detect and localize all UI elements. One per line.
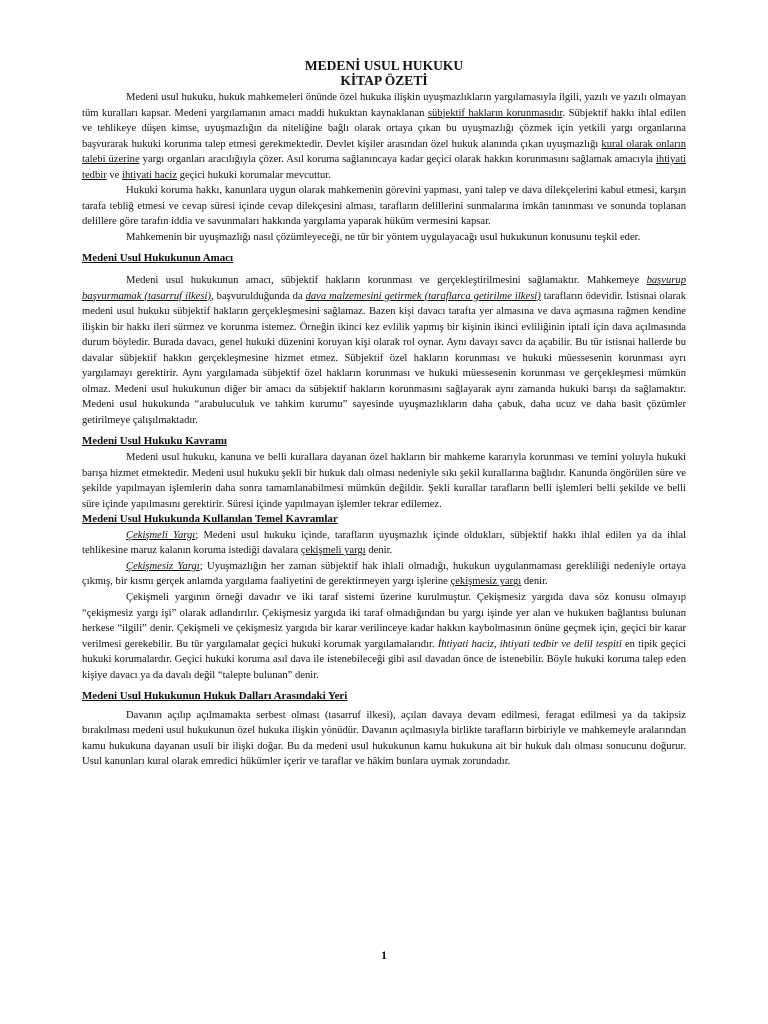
- intro-paragraph-1: Medeni usul hukuku, hukuk mahkemeleri önünde özel hukuka ilişkin uyuşmazlıkların yargılamasıyla ilgili, yazılı ve yazılı olmayan tüm kuralları kapsar. Medeni yargılamanın amacı maddi hukuktan kaynaklanan sübjektif hakların korunmasıdır. Sübjektif hakkı ihlal edilen ve tehlikeye düşen kimse, uyuşmazlığın da niteliğine bağlı olarak ortaya çıkan bu uyuşmazlığı çözmek için yetkili yargı organlarına başvurarak hukuki korunma talep etmesi gerekmektedir. Devlet kişiler arasından özel hukuk alanında çıkan uyuşmazlığı kural olarak onların talebi üzerine yargı organları aracılığıyla çözer. Asıl koruma sağlanıncaya kadar geçici olarak hakkın korunmasını sağlamak amacıyla ihtiyati tedbir ve ihtiyati haciz geçici hukuki korumalar mevcuttur.: [82, 92, 686, 181]
- underlined-term: çekişmesiz yargı: [450, 576, 522, 588]
- section-heading-amac: Medeni Usul Hukukunun Amacı: [82, 252, 234, 265]
- section-heading-dallar: Medeni Usul Hukukunun Hukuk Dalları Arasındaki Yeri: [82, 690, 348, 703]
- page-number: 1: [381, 948, 387, 962]
- title-line-2: KİTAP ÖZETİ: [340, 73, 428, 88]
- underlined-italic-term: dava malzemesini getirmek (taraflarca getirilme ilkesi): [305, 290, 541, 302]
- section-heading-kavram: Medeni Usul Hukuku Kavramı: [82, 435, 227, 448]
- intro-paragraph-3: Mahkemenin bir uyuşmazlığı nasıl çözümleyeceği, ne tür bir yöntem uygulayacağı usul hukukunun konusunu teşkil eder.: [126, 231, 641, 243]
- title-line-1: MEDENİ USUL HUKUKU: [304, 58, 464, 73]
- section-heading-temel: Medeni Usul Hukukunda Kullanılan Temel Kavramlar: [82, 513, 338, 526]
- underlined-term: sübjektif hakların korunmasıdır: [427, 107, 563, 119]
- underlined-term: ihtiyati tedbir: [82, 154, 686, 181]
- document-body: [82, 90, 686, 770]
- kavram-paragraph: Medeni usul hukuku, kanuna ve belli kurallara dayanan özel hakların bir mahkeme kararıyla korunması ve temini yoluyla hukuki barışa hizmet etmektedir. Medeni usul hukuku şekli bir hukuk dalı olması nedeniyle sıkı şekil kurallarına bağlıdır. Kanunda öngörülen süre ve şekilde yapılmayan işlemlerin daha sonra tamamlanabilmesi mümkün değildir. Şekli kurallar tarafların belli işlemleri belli şekilde ve belli süre içinde yapılmasını gerektirir. Süresi içinde yapılmayan işlemler tekrar edilemez.: [82, 452, 686, 510]
- italic-term: İhtiyati haciz, ihtiyati tedbir ve delil tespiti: [437, 638, 622, 650]
- underlined-italic-term: Çekişmesiz Yargı: [126, 560, 200, 572]
- document-title: [82, 58, 686, 88]
- temel-paragraph-2: Çekişmesiz Yargı; Uyuşmazlığın her zaman sübjektif hak ihlali olmadığı, hukukun uygulanmaması gerekliliği nedeniyle ortaya çıkmış, bir kısmı gerçek anlamda yargılama faaliyetini de gerektirmeyen yargı işlerine çekişmesiz yargı denir.: [82, 560, 686, 588]
- underlined-italic-term: başvurup başvurmamak (tasarruf ilkesi): [82, 275, 686, 302]
- temel-paragraph-3: Çekişmeli yargının örneği davadır ve iki taraf sistemi üzerine kurulmuştur. Çekişmesiz yargıda dava söz konusu olmayıp “çekişmesiz yargı işi” olarak adlandırılır. Çekişmesiz yargıda iki taraf olmadığından bu yargı işinde yer alan ve hukuken bağlantısı bulunan herkese “ilgili” denir. Çekişmeli ve çekişmesiz yargıda bir karar verilinceye kadar hakkın kaybolmasının önüne geçmek için, geçici bir karar verilmesi gerekebilir. Bu tür yargılamalar geçici hukuki korumak yargılamalarıdır. İhtiyati haciz, ihtiyati tedbir ve delil tespiti en tipik geçici hukuki korumalardır. Geçici hukuki koruma asıl dava ile istenebileceği gibi asıl davadan önce de istenebilir. Böyle hukuki koruma talep eden kişiye davacı ya da davalı değil “talepte bulunan” denir.: [82, 591, 686, 681]
- dallar-paragraph: Davanın açılıp açılmamakta serbest olması (tasarruf ilkesi), açılan davaya devam edilmesi, feragat edilmesi ya da takipsiz bırakılması medeni usul hukukunun özel hukuka ilişkin yönüdür. Davanın açılmasıyla birlikte tarafların birbiriyle ve mahkemeyle aralarından kamu hukukuna dayanan usuli bir ilişki doğar. Bu da medeni usul hukukunun kamu hukukuna ait bir hukuk dalı olması sonucunu doğurur. Usul kanunları kural olarak emredici hükümler içerir ve taraflar ve hâkim bunlara uymak zorundadır.: [82, 709, 686, 768]
- underlined-term: ihtiyati haciz: [122, 169, 178, 181]
- underlined-term: kural olarak onların talebi üzerine: [82, 138, 686, 166]
- amac-paragraph: Medeni usul hukukunun amacı, sübjektif hakların korunması ve gerçekleştirilmesini sağlamaktır. Mahkemeye başvurup başvurmamak (tasarruf ilkesi), başvurulduğunda da dava malzemesini getirmek (taraflarca getirilme ilkesi) tarafların ödevidir. İstisnai olarak medeni usul hukuku sübjektif hakların gerçekleşmesini sağlamaz. Bazen kişi davacı tarafta yer almasına ve dava açmasına rağmen kendine ilişkin bir hakkı ileri sürmez ve korunma istemez. Örneğin ikinci kez evlilik yapmış bir kişinin ikinci evliliğinin iptali için dava açılmasında durum böyledir. Burada davacı, genel hukuki düzenini koruyan kişi olarak rol oynar. Aynı davayı savcı da açabilir. Bu tür istisnai hallerde bu davalar sübjektif hakkın gerçekleşmesine hizmet etmez. Sübjektif özel hakların korunması ve hukuki müessesenin korunması ayrı yargılamayı gerektirir. Aynı yargılamada sübjektif özel hakların korunması ve hukuki müessesenin korunması ve gerçekleşmesi mümkün olmaz. Medeni usul hukukunun diğer bir amacı da sübjektif hakların korunmasını sağlayarak aynı zamanda hukuki barışı da sağlamaktır. Medeni usul hukukunda “arabuluculuk ve tahkim kurumu” sayesinde uyuşmazlıkların daha çabuk, daha ucuz ve daha basit çözümler getirilmeye çalışılmaktadır.: [82, 275, 687, 426]
- underlined-italic-term: Çekişmeli Yargı: [126, 529, 196, 541]
- temel-paragraph-1: Çekişmeli Yargı; Medeni usul hukuku içinde, tarafların uyuşmazlık içinde oldukları, sübjektif hakkı ihlal edilen ya da ihlal tehlikesine maruz kalanın koruma istediği davalara çekişmeli yargı denir.: [82, 529, 687, 557]
- underlined-term: çekişmeli yargı: [300, 545, 366, 557]
- intro-paragraph-2: Hukuki koruma hakkı, kanunlara uygun olarak mahkemenin görevini yapması, yani talep ve dava dilekçelerini kabul etmesi, karşın tarafa tebliğ etmesi ve cevap süresi içinde cevap dilekçesini alması, tarafların delillerini sunmalarına imkân tanınması ve sonunda toplanan delillere göre tarafın iddia ve savunmaları hakkında yargılama yaparak hüküm vermesini kapsar.: [82, 185, 686, 228]
